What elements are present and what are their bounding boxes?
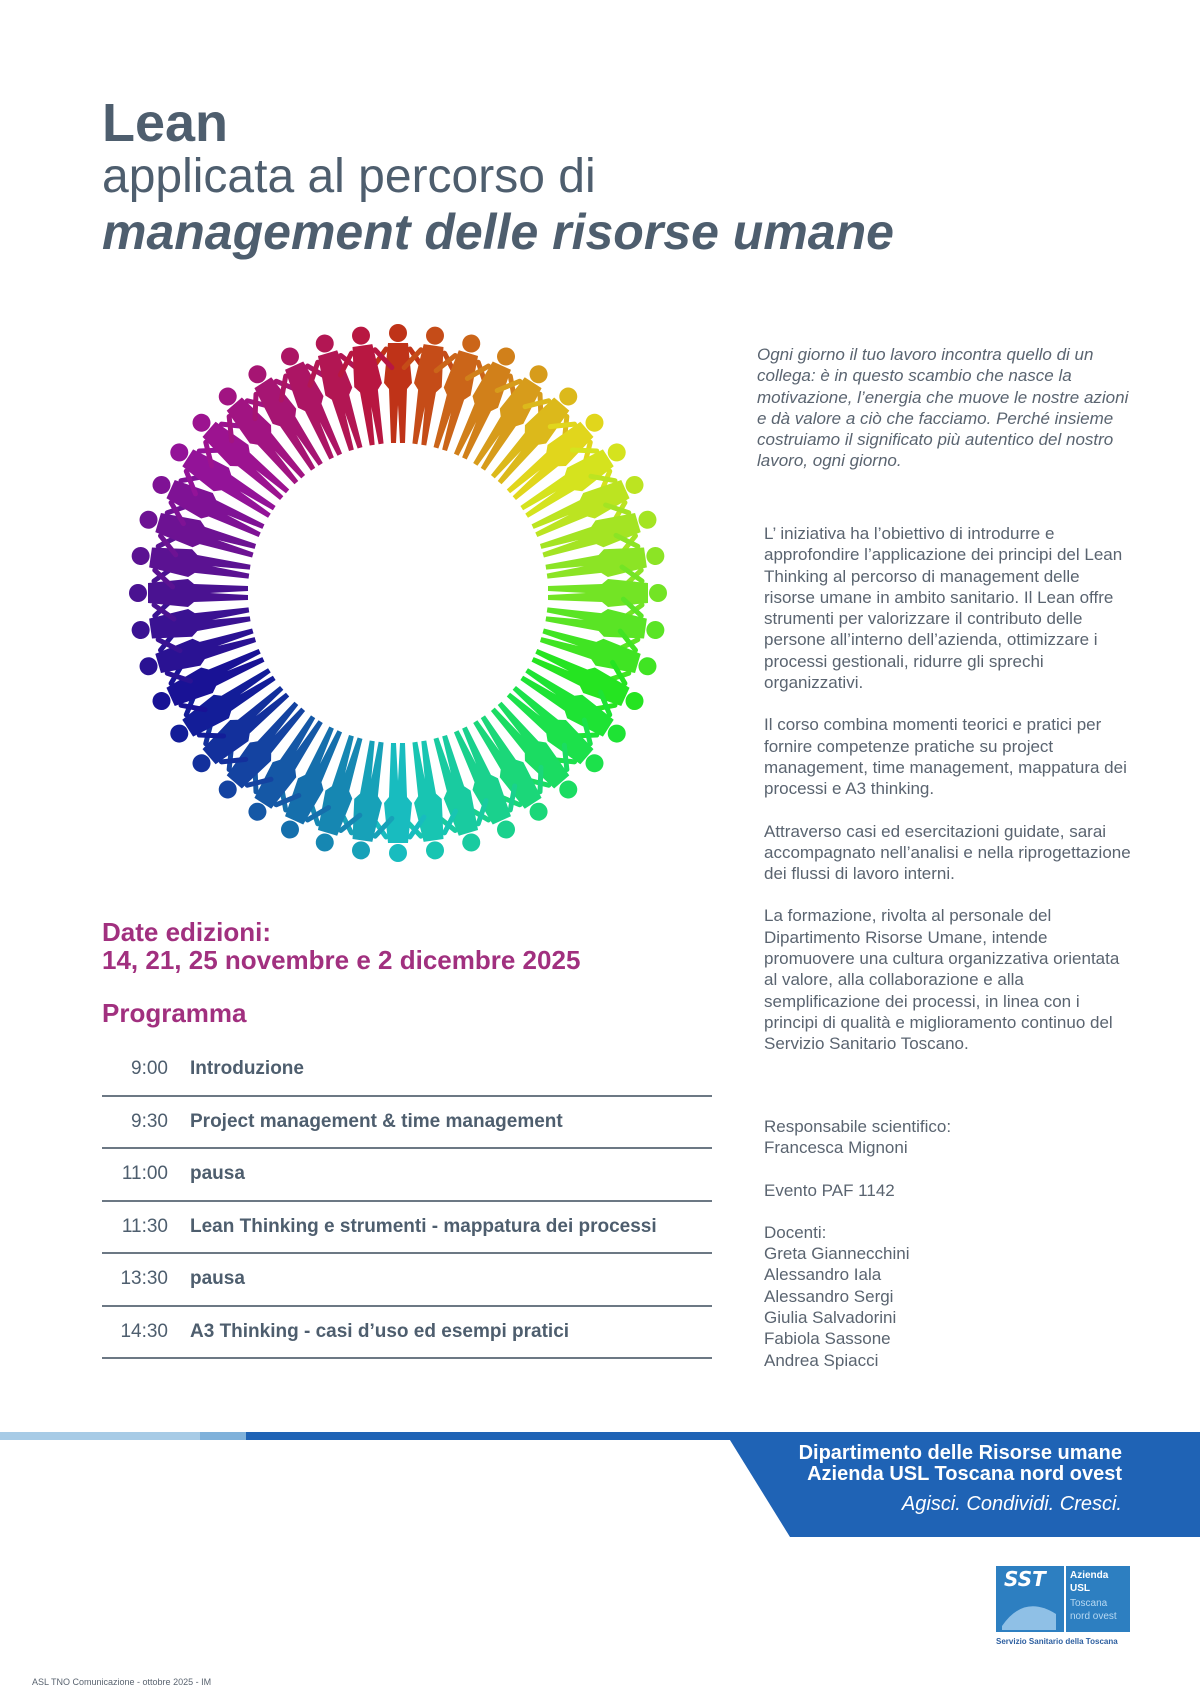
description-paragraph: L’ iniziativa ha l’obiettivo di introdurre e approfondire l’applicazione dei principi del Lean Thinking al percorso di management delle risorse umane in ambito sanitario. Il Lean offre strumenti per valorizzare il contributo delle persone all’interno dell’azienda, ottimizzare i processi gestionali, ridurre gli sprechi organizzativi. [764, 524, 1123, 693]
footer-organization: Azienda USL Toscana nord ovest [807, 1463, 1122, 1485]
fine-print: ASL TNO Comunicazione - ottobre 2025 - IM [32, 1677, 212, 1687]
edition-dates [102, 918, 580, 974]
programme-row [102, 1044, 712, 1097]
programme-topic: pausa [190, 1268, 245, 1290]
teacher-name: Fabiola Sassone [764, 1329, 891, 1349]
programme-topic: Introduzione [190, 1058, 304, 1080]
logo-sst-text: SST [1004, 1567, 1046, 1591]
logo-text: nord ovest [1070, 1611, 1117, 1622]
intro-text: Ogni giorno il tuo lavoro incontra quello di un collega: è in questo scambio che nasce la motivazione, l’energia che muove le nostre azioni e dà valore a ciò che facciamo. Perché insieme costruiamo il significato più autentico del nostro lavoro, ogni giorno. [757, 345, 1129, 471]
footer-department: Dipartimento delle Risorse umane [798, 1442, 1122, 1464]
logo-text: Azienda [1070, 1570, 1109, 1581]
title-line-1: Lean [102, 93, 229, 153]
teacher-name: Giulia Salvadorini [764, 1308, 897, 1328]
footer-text [760, 1443, 1122, 1515]
description-paragraph: Il corso combina momenti teorici e pratici per fornire competenze pratiche su project management, time management, mappatura dei processi e A3 thinking. [764, 715, 1127, 799]
programme-row [102, 1202, 712, 1255]
edition-dates-value: 14, 21, 25 novembre e 2 dicembre 2025 [102, 945, 581, 975]
programme-title: Programma [102, 998, 247, 1028]
description-column [764, 523, 1134, 1055]
description-paragraph: La formazione, rivolta al personale del Dipartimento Risorse Umane, intende promuovere una cultura organizzativa orientata al valore, alla collaborazione e alla semplificazione dei processi, in linea con i principi di qualità e miglioramento continuo del Servizio Sanitario Toscano. [764, 906, 1120, 1054]
programme-row [102, 1097, 712, 1150]
programme-time: 11:30 [121, 1215, 168, 1237]
scientific-lead-name: Francesca Mignoni [764, 1138, 908, 1158]
description-paragraph: Attraverso casi ed esercitazioni guidate, sarai accompagnato nell’analisi e nella riprogettazione dei flussi di lavoro interni. [764, 821, 1131, 884]
footer-slogan: Agisci. Condividi. Cresci. [901, 1493, 1122, 1515]
title-line-3: management delle risorse umane [102, 204, 894, 260]
programme-time: 9:00 [131, 1058, 168, 1080]
title-line-2: applicata al percorso di [102, 150, 596, 203]
logo-caption: Servizio Sanitario della Toscana [996, 1637, 1118, 1646]
programme-table [102, 1044, 712, 1359]
edition-dates-label: Date edizioni: [102, 917, 272, 947]
people-circle-illustration [108, 308, 688, 878]
page-title [102, 93, 1102, 260]
scientific-lead-label: Responsabile scientifico: [764, 1117, 952, 1136]
programme-row [102, 1254, 712, 1307]
programme-time: 11:00 [121, 1163, 168, 1185]
teachers [764, 1222, 1134, 1371]
programme-topic: Project management & time management [190, 1110, 563, 1132]
teachers-label: Docenti: [764, 1222, 827, 1242]
programme-topic: pausa [190, 1163, 245, 1185]
teacher-name: Alessandro Sergi [764, 1286, 894, 1306]
teacher-name: Andrea Spiacci [764, 1350, 879, 1370]
event-info [764, 1116, 1134, 1371]
scientific-lead [764, 1116, 1134, 1159]
logo-text: USL [1070, 1583, 1090, 1594]
programme-row [102, 1149, 712, 1202]
programme-topic: A3 Thinking - casi d’uso ed esempi pratici [190, 1320, 570, 1342]
programme-time: 9:30 [131, 1110, 168, 1132]
logo-text: Toscana [1070, 1598, 1108, 1609]
event-code: Evento PAF 1142 [764, 1180, 895, 1200]
usl-logo [994, 1564, 1134, 1646]
programme-time: 14:30 [120, 1320, 168, 1342]
programme-time: 13:30 [120, 1268, 168, 1290]
programme-topic: Lean Thinking e strumenti - mappatura dei processi [190, 1215, 657, 1237]
programme-row [102, 1307, 712, 1360]
teacher-name: Alessandro Iala [764, 1265, 882, 1285]
teacher-name: Greta Giannecchini [764, 1244, 910, 1264]
